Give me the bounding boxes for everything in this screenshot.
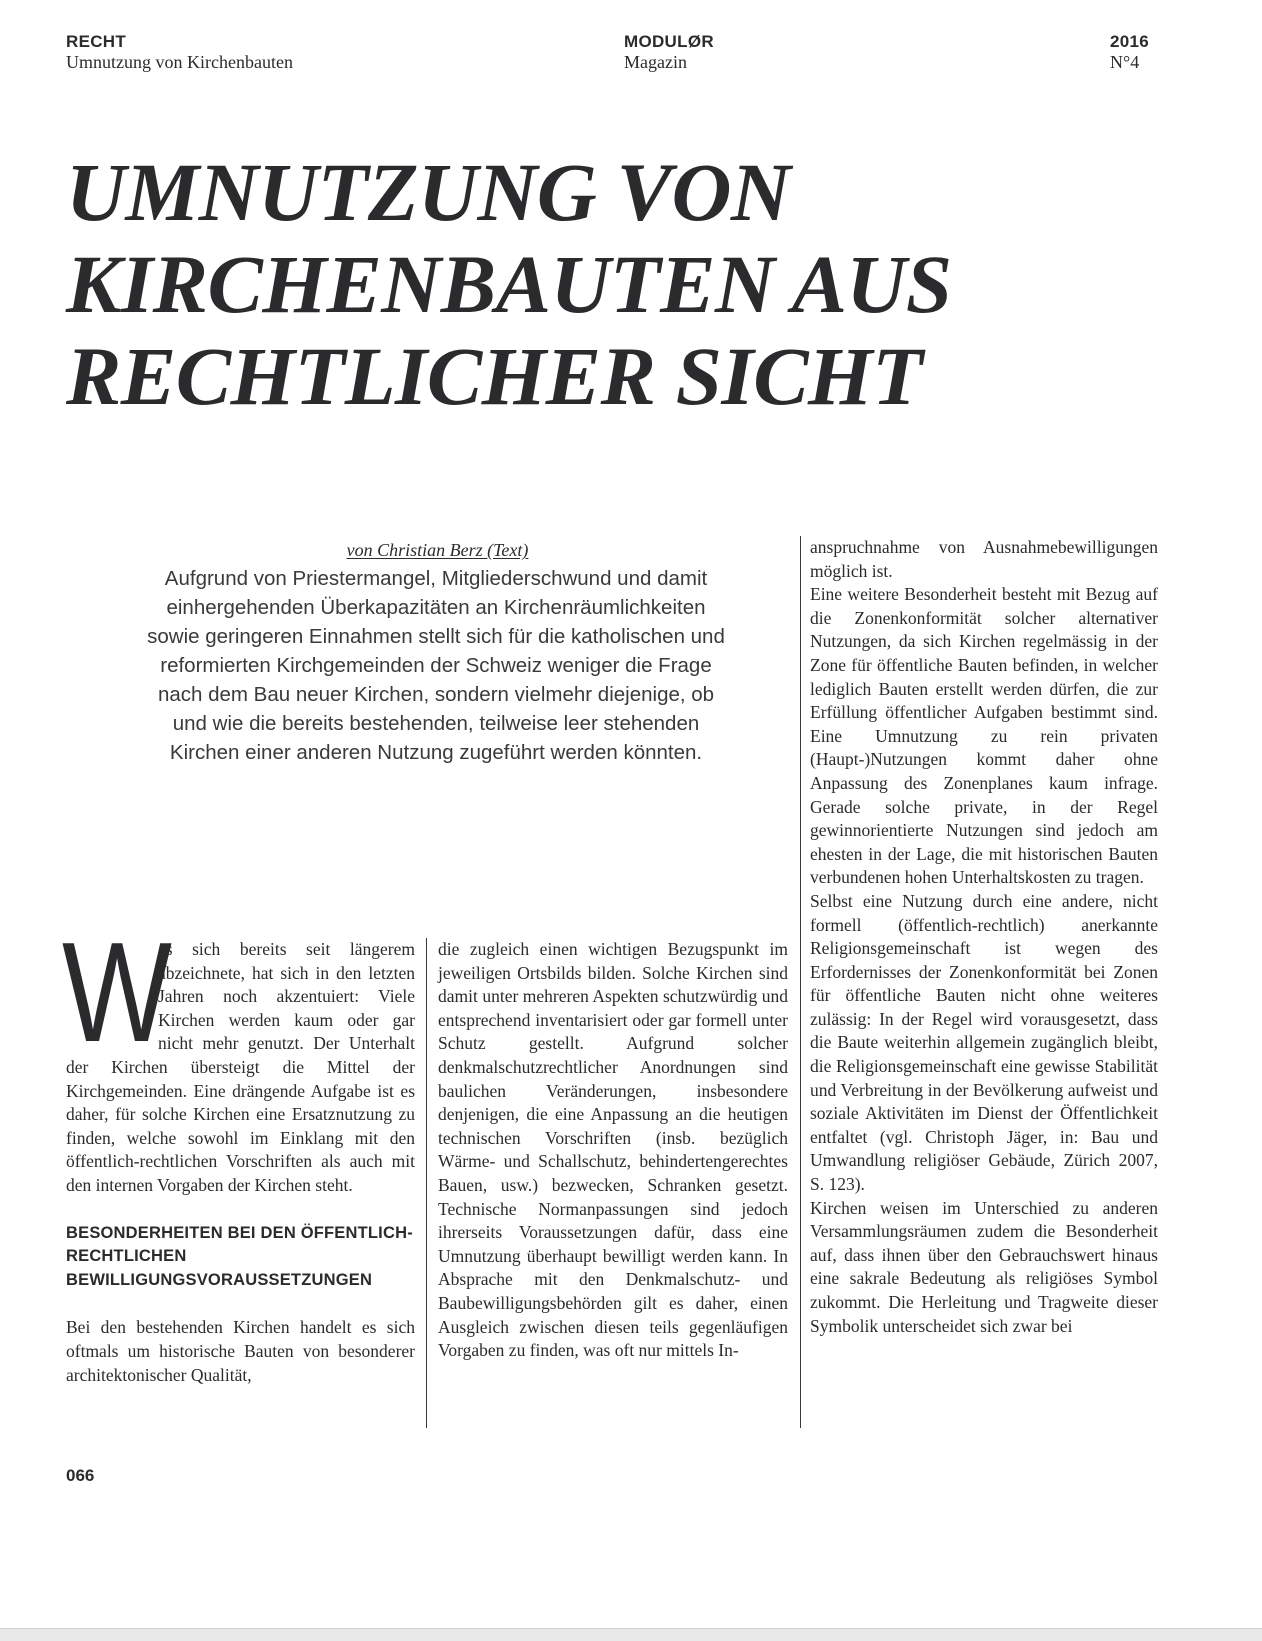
text-column-3: [810, 536, 1158, 1338]
header-middle: [624, 32, 714, 72]
header-topic: Umnutzung von Kirchenbauten: [66, 51, 293, 72]
body-paragraph: Bei den bestehenden Kirchen handelt es sich oftmals um historische Bauten von besonderer architektonischer Qualität,: [66, 1317, 415, 1385]
body-paragraph: Kirchen weisen im Unterschied zu anderen Versammlungsräumen zudem die Besonderheit auf, dass ihnen über den Gebrauchswert hinaus eine sakrale Bedeutung als religiöses Symbol zukommt. Die Herleitung und Tragweite dieser Symbolik unterscheidet sich zwar bei: [810, 1197, 1158, 1336]
body-paragraph: [62, 913, 415, 1198]
page-number: 066: [66, 1466, 95, 1485]
column-divider: [426, 938, 427, 1428]
byline: [160, 540, 715, 561]
header-left: [66, 32, 293, 72]
header-issue: N°4: [1110, 51, 1140, 72]
header-right: [1110, 32, 1149, 72]
section-subheading: BESONDERHEITEN BEI DEN ÖFFENTLICH-RECHTLICHEN BEWILLIGUNGSVORAUSSETZUNGEN: [66, 1223, 413, 1289]
page-bottom-edge: [0, 1628, 1262, 1641]
title-line: KIRCHENBAUTEN AUS: [66, 238, 952, 330]
title-line: RECHTLICHER SICHT: [66, 330, 923, 422]
byline-text: von Christian Berz (Text): [346, 540, 529, 560]
body-paragraph: anspruchnahme von Ausnahmebewilligungen möglich ist.: [810, 537, 1158, 581]
text-column-1: [62, 913, 415, 1387]
header-section: RECHT: [66, 32, 127, 51]
body-paragraph: die zugleich einen wichtigen Bezugspunkt im jeweiligen Ortsbilds bilden. Solche Kirchen sind damit unter mehreren Aspekten schutzwürdig und entsprechend inventarisiert oder gar formell unter Schutz gestellt. Aufgrund solcher denkmalschutzrechtlicher Anordnungen sind baulichen Veränderungen, insbesondere denjenigen, die eine Anpassung an die heutigen technischen Vorschriften (insb. bezüglich Wärme- und Schallschutz, behindertengerechtes Bauen, usw.) bezwecken, Schranken gesetzt. Technische Normanpassungen sind jedoch ihrerseits Voraussetzungen dafür, dass eine Umnutzung überhaupt bewilligt werden kann. In Absprache mit den Denkmalschutz- und Baubewilligungsbehörden gilt es daher, einen Ausgleich zwischen diesen teils gegenläufigen Vorgaben zu finden, was oft nur mittels In-: [438, 939, 788, 1361]
column-divider: [800, 536, 801, 1428]
header-publication-type: Magazin: [624, 51, 687, 72]
lead-paragraph: Aufgrund von Priestermangel, Mitgliederschwund und damit einhergehenden Überkapazitäten an Kirchenräumlichkeiten sowie geringeren Einnahmen stellt sich für die katholischen und reformierten Kirchgemeinden der Schweiz weniger die Frage nach dem Bau neuer Kirchen, sondern vielmehr diejenige, ob und wie die bereits bestehenden, teilweise leer stehenden Kirchen einer anderen Nutzung zugeführt werden könnten.: [147, 567, 725, 764]
body-paragraph: Selbst eine Nutzung durch eine andere, nicht formell (öffentlich-rechtlich) anerkannte Religionsgemeinschaft ist wegen des Erfordernisses der Zonenkonformität bei Zonen für öffentliche Bauten nicht ohne weiteres zulässig: In der Regel wird vorausgesetzt, dass die Baute weiterhin allgemein zugänglich bleibt, die Religionsgemeinschaft eine gewisse Stabilität und Verbreitung in der Bevölkerung aufweist und soziale Aktivitäten im Dienst der Öffentlichkeit entfaltet (vgl. Christoph Jäger, in: Bau und Umwandlung religiöser Gebäude, Zürich 2007, S. 123).: [810, 890, 1158, 1195]
header-brand: MODULØR: [624, 32, 714, 51]
paragraph-text: as sich bereits seit längerem abzeichnete, hat sich in den letzten Jahren noch akzentuiert: Viele Kirchen werden kaum oder gar nicht mehr genutzt. Der Unterhalt der Kirchen übersteigt die Mittel der Kirchgemeinden. Eine drängende Aufgabe ist es daher, für solche Kirchen eine Ersatznutzung zu finden, welche sowohl im Einklang mit den öffentlich-rechtlichen Vorschriften als auch mit den internen Vorgaben der Kirchen steht.: [66, 939, 415, 1195]
header-year: 2016: [1110, 32, 1150, 51]
drop-cap: W: [62, 913, 167, 1072]
body-paragraph: Eine weitere Besonderheit besteht mit Bezug auf die Zonenkonformität solcher alternativer Nutzungen, da sich Kirchen regelmässig in der Zone für öffentliche Bauten befinden, in welcher lediglich Bauten erstellt werden dürfen, die zur Erfüllung öffentlicher Aufgaben bestimmt sind. Eine Umnutzung zu rein privaten (Haupt-)Nutzungen kommt daher ohne Anpassung des Zonenplanes kaum infrage. Gerade solche private, in der Regel gewinnorientierte Nutzungen sind jedoch am ehesten in der Lage, die mit historischen Bauten verbundenen hohen Unterhaltskosten zu tragen.: [810, 584, 1158, 888]
article-title: [66, 146, 1246, 422]
title-line: UMNUTZUNG VON: [66, 146, 791, 238]
text-column-2: [438, 938, 788, 1363]
